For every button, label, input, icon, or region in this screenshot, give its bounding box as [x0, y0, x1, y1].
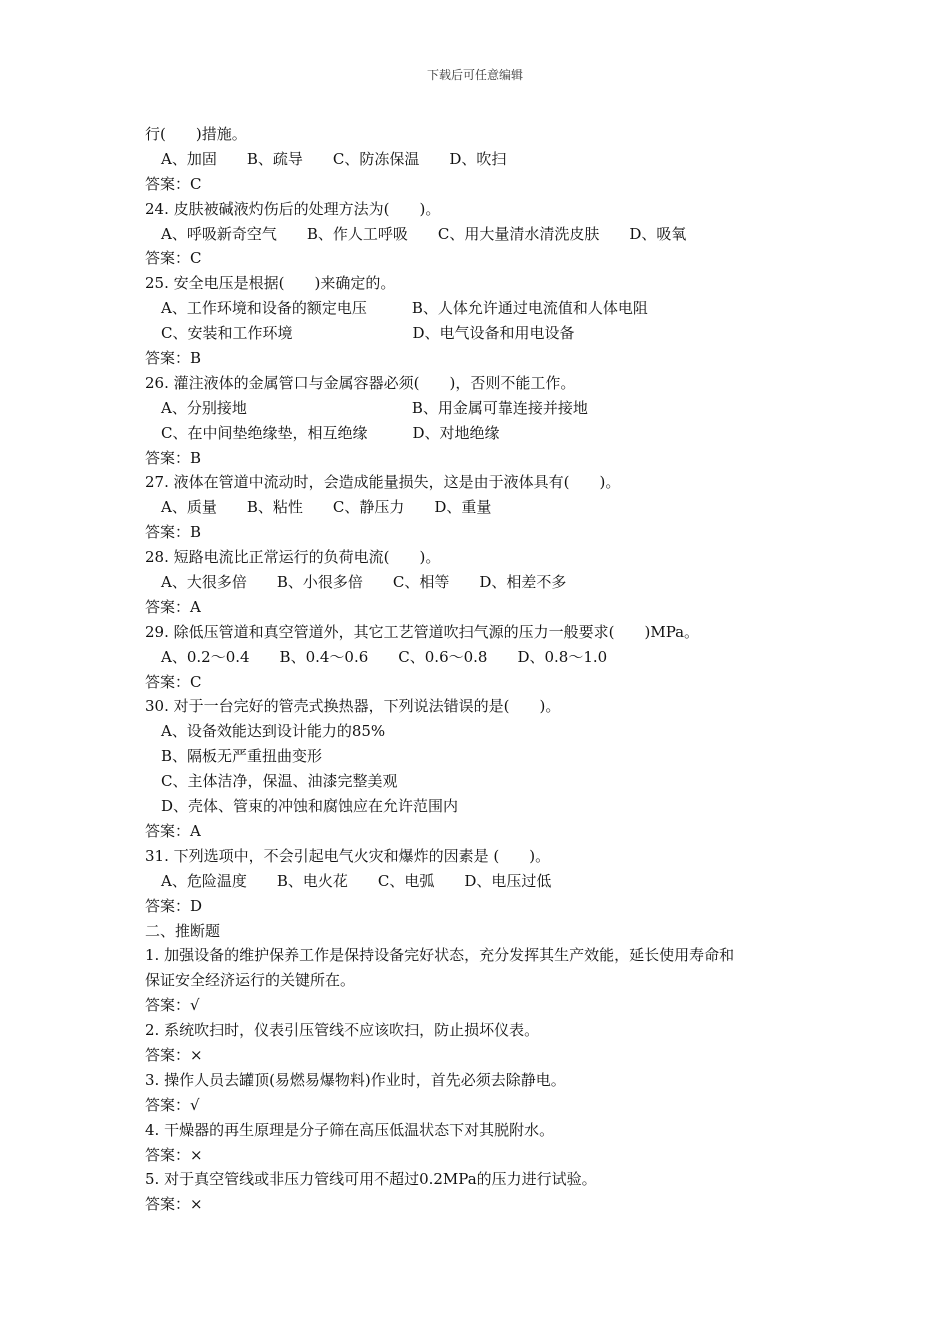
page-header: 下载后可任意编辑 [426, 68, 523, 82]
answer-line: 答案：× [145, 1195, 203, 1214]
option-line: A、分别接地 B、用金属可靠连接并接地 [161, 398, 588, 417]
document-body [145, 122, 825, 1217]
option-line: D、壳体、管束的冲蚀和腐蚀应在允许范围内 [161, 797, 459, 816]
question-line: 24. 皮肤被碱液灼伤后的处理方法为( )。 [145, 199, 441, 218]
question-line: 26. 灌注液体的金属管口与金属容器必须( )，否则不能工作。 [145, 373, 576, 392]
answer-line: 答案：√ [145, 1095, 200, 1114]
option-line: A、大很多倍 B、小很多倍 C、相等 D、相差不多 [161, 573, 567, 592]
answer-line: 答案：D [145, 896, 203, 915]
question-line: 31. 下列选项中，不会引起电气火灾和爆炸的因素是 ( )。 [145, 846, 551, 865]
answer-line: 答案：× [145, 1045, 203, 1064]
option-line: A、0.2～0.4 B、0.4～0.6 C、0.6～0.8 D、0.8～1.0 [161, 647, 608, 666]
option-line: C、安装和工作环境 D、电气设备和用电设备 [161, 324, 575, 343]
answer-line: 答案：B [145, 448, 202, 467]
question-line: 4. 干燥器的再生原理是分子筛在高压低温状态下对其脱附水。 [145, 1120, 555, 1139]
answer-line: 答案：C [145, 249, 202, 268]
option-line: A、危险温度 B、电火花 C、电弧 D、电压过低 [161, 871, 552, 890]
option-line: A、设备效能达到设计能力的85% [161, 722, 386, 741]
question-line: 3. 操作人员去罐顶(易燃易爆物料)作业时，首先必须去除静电。 [145, 1070, 566, 1089]
option-line: C、在中间垫绝缘垫，相互绝缘 D、对地绝缘 [161, 423, 500, 442]
question-line: 1. 加强设备的维护保养工作是保持设备完好状态，充分发挥其生产效能，延长使用寿命和 [145, 946, 735, 965]
option-line: B、隔板无严重扭曲变形 [161, 747, 323, 766]
question-line: 保证安全经济运行的关键所在。 [145, 971, 356, 990]
option-line: A、工作环境和设备的额定电压 B、人体允许通过电流值和人体电阻 [161, 299, 648, 318]
section-heading: 二、推断题 [145, 921, 221, 940]
question-line: 28. 短路电流比正常运行的负荷电流( )。 [145, 548, 441, 567]
question-line: 5. 对于真空管线或非压力管线可用不超过0.2MPa的压力进行试验。 [145, 1170, 597, 1189]
answer-line: 答案：× [145, 1145, 203, 1164]
option-line: C、主体洁净，保温、油漆完整美观 [161, 772, 398, 791]
answer-line: 答案：√ [145, 996, 200, 1015]
question-line: 25. 安全电压是根据( )来确定的。 [145, 274, 396, 293]
question-line: 29. 除低压管道和真空管道外，其它工艺管道吹扫气源的压力一般要求( )MPa。 [145, 622, 700, 641]
option-line: A、质量 B、粘性 C、静压力 D、重量 [161, 498, 492, 517]
answer-line: 答案：A [145, 821, 201, 840]
question-line: 行( )措施。 [145, 125, 247, 143]
answer-line: 答案：B [145, 523, 202, 542]
answer-line: 答案：A [145, 597, 201, 616]
option-line: A、呼吸新奇空气 B、作人工呼吸 C、用大量清水清洗皮肤 D、吸氧 [161, 224, 687, 243]
question-line: 27. 液体在管道中流动时，会造成能量损失，这是由于液体具有( )。 [145, 473, 621, 492]
answer-line: 答案：B [145, 349, 202, 368]
question-line: 2. 系统吹扫时，仪表引压管线不应该吹扫，防止损坏仪表。 [145, 1021, 540, 1040]
question-line: 30. 对于一台完好的管壳式换热器，下列说法错误的是( )。 [145, 697, 561, 716]
answer-line: 答案：C [145, 174, 202, 193]
option-line: A、加固 B、疏导 C、防冻保温 D、吹扫 [161, 149, 507, 168]
answer-line: 答案：C [145, 672, 202, 691]
